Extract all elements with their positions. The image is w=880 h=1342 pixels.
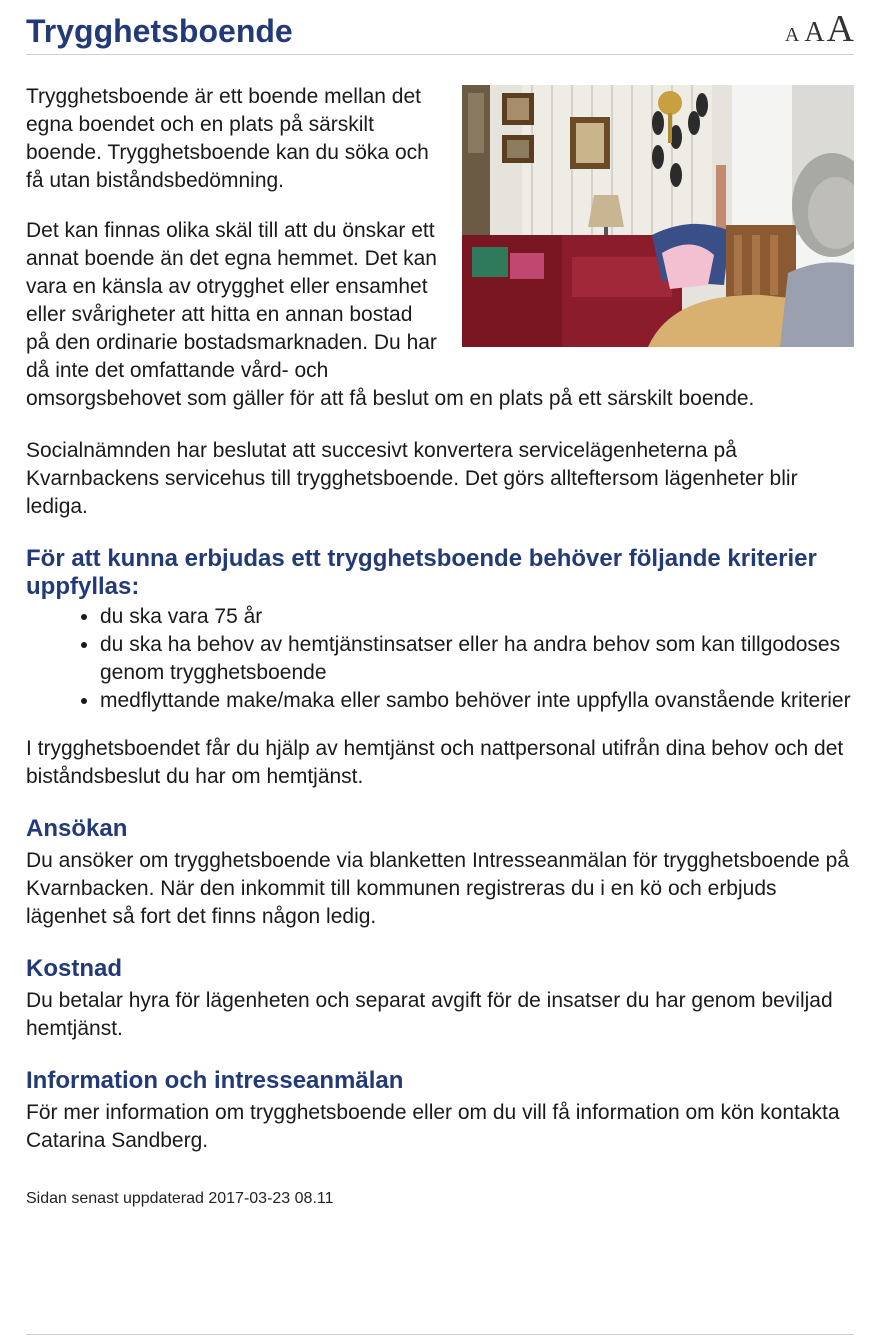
information-paragraph: För mer information om trygghetsboende eller om du vill få information om kön kontakta Catarina Sandberg.: [26, 1101, 840, 1152]
article-content: [26, 55, 854, 1209]
intro-paragraph-2: Det kan finnas olika skäl till att du önskar ett annat boende än det egna hemmet. Det kan vara en känsla av otrygghet eller ensamhet eller svårigheter att hitta en annan bostad på den ordinarie bostadsmarknaden. Du har då inte det omfattande vård- och omsorgsbehovet som gäller för att få beslut om en plats på ett särskilt boende.: [26, 219, 755, 410]
footer-divider: [26, 1334, 854, 1335]
criteria-after-paragraph: I trygghetsboendet får du hjälp av hemtjänst och nattpersonal utifrån dina behov och det biståndsbeslut du har om hemtjänst.: [26, 737, 844, 788]
title-row: [26, 8, 854, 55]
ansokan-heading: Ansökan: [26, 815, 128, 842]
list-item: • du ska vara 75 år: [100, 603, 854, 631]
intro-paragraph-1: Trygghetsboende är ett boende mellan det egna boendet och en plats på särskilt boende. Trygghetsboende kan du söka och få utan biståndsbedömning.: [26, 85, 429, 192]
text-size-medium-button[interactable]: A: [804, 17, 825, 48]
text-size-small-button[interactable]: A: [784, 24, 800, 46]
criteria-heading: För att kunna erbjudas ett trygghetsboende behöver följande kriterier uppfyllas:: [26, 545, 817, 600]
list-item: • du ska ha behov av hemtjänstinsatser eller ha andra behov som kan tillgodoses genom trygghetsboende: [100, 631, 854, 687]
list-item: • medflyttande make/maka eller sambo behöver inte uppfylla ovanstående kriterier: [100, 687, 854, 715]
intro-paragraph-3: Socialnämnden har beslutat att succesivt konvertera servicelägenheterna på Kvarnbackens servicehus till trygghetsboende. Det görs allteftersom lägenheter blir lediga.: [26, 439, 798, 518]
text-size-controls: [785, 7, 854, 51]
page-title: Trygghetsboende: [26, 13, 293, 49]
text-size-large-button[interactable]: A: [826, 8, 854, 50]
kostnad-paragraph: Du betalar hyra för lägenheten och separat avgift för de insatser du har genom beviljad hemtjänst.: [26, 989, 833, 1040]
criteria-list: [26, 603, 854, 715]
ansokan-paragraph: Du ansöker om trygghetsboende via blanketten Intresseanmälan för trygghetsboende på Kvarnbacken. När den inkommit till kommunen registreras du i en kö och erbjuds lägenhet så fort det finns någon ledig.: [26, 849, 850, 928]
last-updated-text: Sidan senast uppdaterad 2017-03-23 08.11: [26, 1190, 334, 1207]
living-room-photo: [462, 85, 854, 347]
kostnad-heading: Kostnad: [26, 955, 122, 982]
information-heading: Information och intresseanmälan: [26, 1067, 404, 1094]
